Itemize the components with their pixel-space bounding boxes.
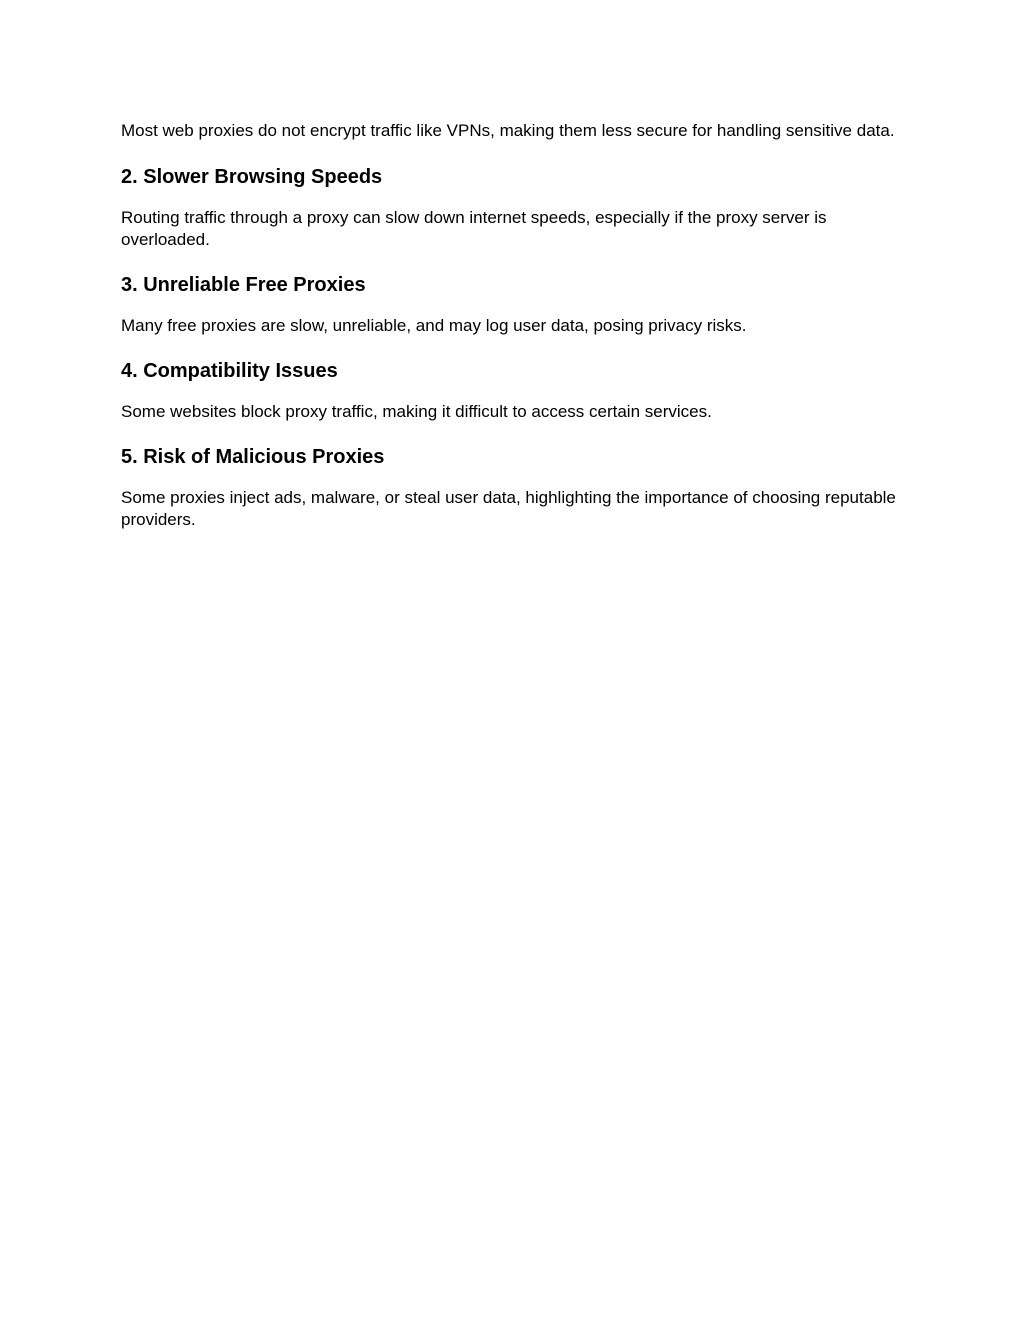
section-heading: 3. Unreliable Free Proxies — [121, 274, 366, 296]
section-compatibility-issues — [121, 358, 901, 423]
section-body: Routing traffic through a proxy can slow down internet speeds, especially if the proxy server is overloaded. — [121, 208, 827, 249]
document-page — [121, 120, 901, 552]
section-body: Some proxies inject ads, malware, or steal user data, highlighting the importance of choosing reputable providers. — [121, 488, 896, 529]
section-heading: 2. Slower Browsing Speeds — [121, 166, 383, 188]
section-heading: 5. Risk of Malicious Proxies — [121, 446, 385, 468]
section-body: Many free proxies are slow, unreliable, and may log user data, posing privacy risks. — [121, 316, 747, 335]
section-heading: 4. Compatibility Issues — [121, 360, 338, 382]
section-slower-browsing-speeds — [121, 164, 901, 251]
section-body: Some websites block proxy traffic, making it difficult to access certain services. — [121, 402, 712, 421]
intro-paragraph: Most web proxies do not encrypt traffic like VPNs, making them less secure for handling sensitive data. — [121, 121, 895, 140]
section-risk-of-malicious-proxies — [121, 444, 901, 531]
section-unreliable-free-proxies — [121, 272, 901, 337]
